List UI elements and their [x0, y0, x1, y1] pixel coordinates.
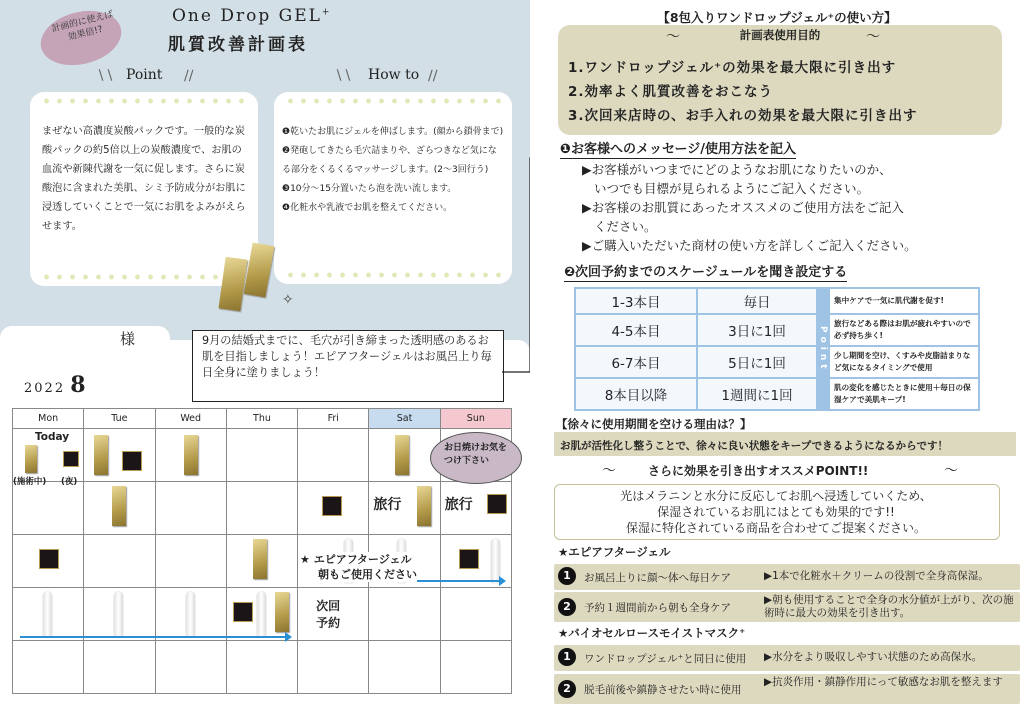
page-subtitle: 肌質改善計画表: [168, 35, 308, 55]
howto-step: ❸10分〜15分置いたら泡を洗い流します。: [282, 184, 457, 194]
purpose-item: 2.効率よく肌質改善をおこなう: [568, 84, 774, 100]
row-number: 1: [558, 648, 576, 666]
calendar-cell[interactable]: [298, 641, 369, 694]
day-header-sun: Sun: [440, 409, 511, 429]
calendar-cell[interactable]: [84, 641, 155, 694]
howto-heading: How to: [368, 67, 420, 83]
slash-deco: ∖∖: [96, 68, 114, 84]
row-number: 2: [558, 680, 576, 698]
schedule-note: 少し期間を空け、くすみや皮脂詰まりなど気になるタイミングで使用: [829, 346, 979, 378]
day-header-mon: Mon: [13, 409, 84, 429]
calendar-date: 2022 8: [24, 372, 86, 398]
calendar-cell[interactable]: [13, 482, 84, 535]
schedule-freq: 5日に1回: [697, 346, 817, 378]
calendar-cell[interactable]: [155, 429, 226, 482]
mask-icon: [459, 549, 479, 569]
reason-answer: お肌が活性化し整うことで、徐々に良い状態をキープできるようになるからです！: [560, 440, 948, 452]
schedule-count: 4-5本目: [575, 314, 697, 346]
schedule-note: 旅行などある際はお肌が疲れやすいので必ず持ち歩く!: [829, 314, 979, 346]
dot-border: [40, 98, 248, 104]
product2-row: [554, 674, 1020, 704]
message-line: ▶ご購入いただいた商材の使い方を詳しくご記入ください。: [582, 238, 917, 253]
sachet-icon: [275, 592, 289, 632]
calendar-cell[interactable]: [226, 535, 297, 588]
calendar-cell[interactable]: [155, 482, 226, 535]
row-number: 1: [558, 567, 576, 585]
sachet-icon: [417, 486, 431, 526]
calendar-cell[interactable]: [369, 588, 440, 641]
day-header-sat: Sat: [369, 409, 440, 429]
calendar-cell[interactable]: [84, 588, 155, 641]
goal-text: 9月の結婚式までに、毛穴が引き締まった透明感のあるお肌を目指しましょう！エピアフタージェルはお風呂上り毎日全身に塗りましょう！: [202, 334, 492, 379]
point-label: Point: [817, 288, 829, 410]
product1-heading: ★エピアフタージェル: [558, 545, 671, 559]
mask-icon: [63, 451, 79, 467]
wave-deco: 〜: [866, 29, 880, 45]
sachet-icon: [184, 435, 198, 475]
right-panel: [530, 0, 1024, 709]
epi-note-line: ★ エピアフタージェル: [300, 553, 412, 566]
schedule-note: 集中ケアで一気に肌代謝を促す!: [829, 288, 979, 314]
sachet-icon: [395, 435, 409, 475]
bottle-icon: [186, 592, 195, 636]
during-treatment-label: (施術中): [13, 477, 47, 487]
sunburn-text: お日焼けお気をつけ下さい: [444, 443, 508, 466]
calendar-cell[interactable]: [84, 429, 155, 482]
purpose-heading: 計画表使用目的: [739, 28, 821, 42]
slash-deco: ∕∕: [184, 68, 194, 84]
howto-steps: [282, 123, 504, 218]
brand-title: One Drop GEL+: [172, 6, 332, 26]
epi-note: [300, 552, 417, 582]
day-header-thu: Thu: [226, 409, 297, 429]
calendar-cell[interactable]: [369, 482, 440, 535]
travel-label: 旅行: [444, 497, 473, 513]
purpose-item: 1.ワンドロップジェル⁺の効果を最大限に引き出す: [568, 60, 897, 76]
boost-text: [554, 488, 998, 536]
product2-row: [554, 645, 1020, 671]
calendar-cell[interactable]: [155, 588, 226, 641]
day-header-wed: Wed: [155, 409, 226, 429]
boost-line: 光はメラニンと水分に反応してお肌へ浸透していくため、: [620, 489, 932, 503]
calendar-cell[interactable]: [13, 535, 84, 588]
wave-deco: 〜: [602, 463, 616, 479]
bubble-text: 計画的に使えば効果倍!?: [50, 9, 115, 43]
bottle-icon: [43, 592, 52, 636]
calendar-cell[interactable]: [226, 482, 297, 535]
customer-name-suffix: 様: [120, 330, 136, 348]
row-usage: お風呂上りに顔〜体へ毎日ケア: [584, 572, 731, 584]
calendar-cell[interactable]: [440, 482, 511, 535]
message-line: ▶お客様がいつまでにどのようなお肌になりたいのか、: [582, 162, 892, 177]
dot-border: [284, 272, 502, 278]
boost-line: 保湿に特化されている商品を合わせてご提案ください。: [625, 521, 926, 535]
usage-title: 【8包入りワンドロップジェル⁺の使い方】: [657, 10, 897, 25]
mask-icon: [233, 602, 253, 622]
calendar-cell[interactable]: [13, 588, 84, 641]
row-effect: ▶水分をより吸収しやすい状態のため高保水。: [764, 651, 983, 663]
calendar-cell[interactable]: [298, 588, 369, 641]
sachet-icon: [25, 445, 37, 473]
calendar-cell[interactable]: [298, 482, 369, 535]
slash-deco: ∕∕: [428, 68, 438, 84]
schedule-count: 1-3本目: [575, 288, 697, 314]
calendar-cell[interactable]: [226, 429, 297, 482]
row-number: 2: [558, 598, 576, 616]
sparkle-icon: ✧: [282, 292, 294, 308]
calendar-cell[interactable]: [13, 641, 84, 694]
boost-heading: さらに効果を引き出すオススメPOINT!!: [648, 464, 869, 478]
wave-deco: 〜: [944, 463, 958, 479]
calendar-cell[interactable]: [84, 482, 155, 535]
sachet-icon: [253, 539, 267, 579]
mask-icon: [122, 451, 142, 471]
row-usage: 予約１週間前から朝も全身ケア: [584, 602, 731, 614]
calendar-cell[interactable]: [440, 641, 511, 694]
section2-heading: ❷次回予約までのスケージュールを聞き設定する: [564, 261, 847, 282]
point-text: まぜない高濃度炭酸パックです。一般的な炭酸パックの約5倍以上の炭酸濃度で、お肌の血流や新陳代謝を一気に促します。さらに炭酸泡に含まれた美肌、シミ予防成分がお肌に浸透していくことで一気にお肌をよみがえらせます。: [42, 126, 246, 232]
travel-label: 旅行: [373, 497, 402, 513]
today-label: Today: [35, 431, 70, 443]
schedule-table: [574, 287, 980, 411]
bottle-icon: [114, 592, 123, 636]
slash-deco: ∖∖: [334, 68, 352, 84]
bottle-icon: [257, 592, 266, 636]
row-usage: 脱毛前後や鎮静させたい時に使用: [584, 684, 742, 696]
reason-question: 【徐々に使用期間を空ける理由は？】: [556, 417, 752, 431]
row-usage: ワンドロップジェル⁺と同日に使用: [584, 653, 747, 665]
calendar-cell[interactable]: [298, 429, 369, 482]
row-effect: ▶抗炎作用・鎮静作用にって敏感なお肌を整えます: [764, 676, 1003, 688]
calendar-cell[interactable]: [155, 641, 226, 694]
epi-note-line: 朝もご使用ください: [318, 568, 417, 581]
sachet-icon: [112, 486, 126, 526]
schedule-note: 肌の変化を感じたときに使用＋毎日の保湿ケアで美肌キープ!: [829, 378, 979, 410]
next-visit-label: 次回 予約: [316, 599, 341, 630]
message-line: ▶お客様のお肌質にあったオススメのご使用方法をご記入: [582, 200, 904, 215]
calendar-cell[interactable]: [84, 535, 155, 588]
howto-step: ❶乾いたお肌にジェルを伸ばします。(顔から鎖骨まで): [282, 127, 504, 137]
message-line: ください。: [594, 219, 657, 234]
dot-border: [40, 274, 248, 280]
message-line: いつでも目標が見られるようにご記入ください。: [594, 181, 870, 196]
mask-icon: [322, 496, 342, 516]
day-header-tue: Tue: [84, 409, 155, 429]
schedule-count: 8本目以降: [575, 378, 697, 410]
calendar-cell[interactable]: [13, 429, 84, 487]
product1-row: [554, 564, 1020, 590]
mask-icon: [39, 549, 59, 569]
schedule-freq: 1週間に1回: [697, 378, 817, 410]
howto-step: ❹化粧水や乳液でお肌を整えてください。: [282, 203, 453, 213]
row-effect: ▶朝も使用することで全身の水分値が上がり、次の施術時に最大の効果を引き出す。: [764, 594, 1014, 619]
section1-heading: ❶お客様へのメッセージ/使用方法を記入: [560, 138, 796, 159]
product2-heading: ★バイオセルロースモイストマスク⁺: [558, 626, 746, 640]
calendar-cell[interactable]: [226, 641, 297, 694]
product1-row: [554, 592, 1020, 622]
schedule-count: 6-7本目: [575, 346, 697, 378]
point-heading: Point: [126, 67, 163, 83]
day-header-fri: Fri: [298, 409, 369, 429]
purpose-item: 3.次回来店時の、お手入れの効果を最大限に引き出す: [568, 108, 918, 124]
mask-icon: [487, 494, 507, 514]
wave-deco: 〜: [666, 29, 680, 45]
row-effect: ▶1本で化粧水＋クリームの役割で全身高保湿。: [764, 570, 989, 582]
blue-arrow: [20, 636, 290, 638]
boost-line: 保湿されているお肌にはとても効果的です!!: [657, 505, 895, 519]
dot-border: [284, 98, 502, 104]
schedule-freq: 毎日: [697, 288, 817, 314]
calendar-cell[interactable]: [155, 535, 226, 588]
calendar-cell[interactable]: [440, 588, 511, 641]
night-label: (夜): [61, 477, 78, 487]
sachet-icon: [94, 435, 108, 475]
howto-step: ❷発砲してきたら毛穴詰まりや、ざらつきなど気になる部分をくるくるマッサージします。(2〜3回行う): [282, 146, 497, 175]
schedule-freq: 3日に1回: [697, 314, 817, 346]
calendar-cell[interactable]: [369, 641, 440, 694]
